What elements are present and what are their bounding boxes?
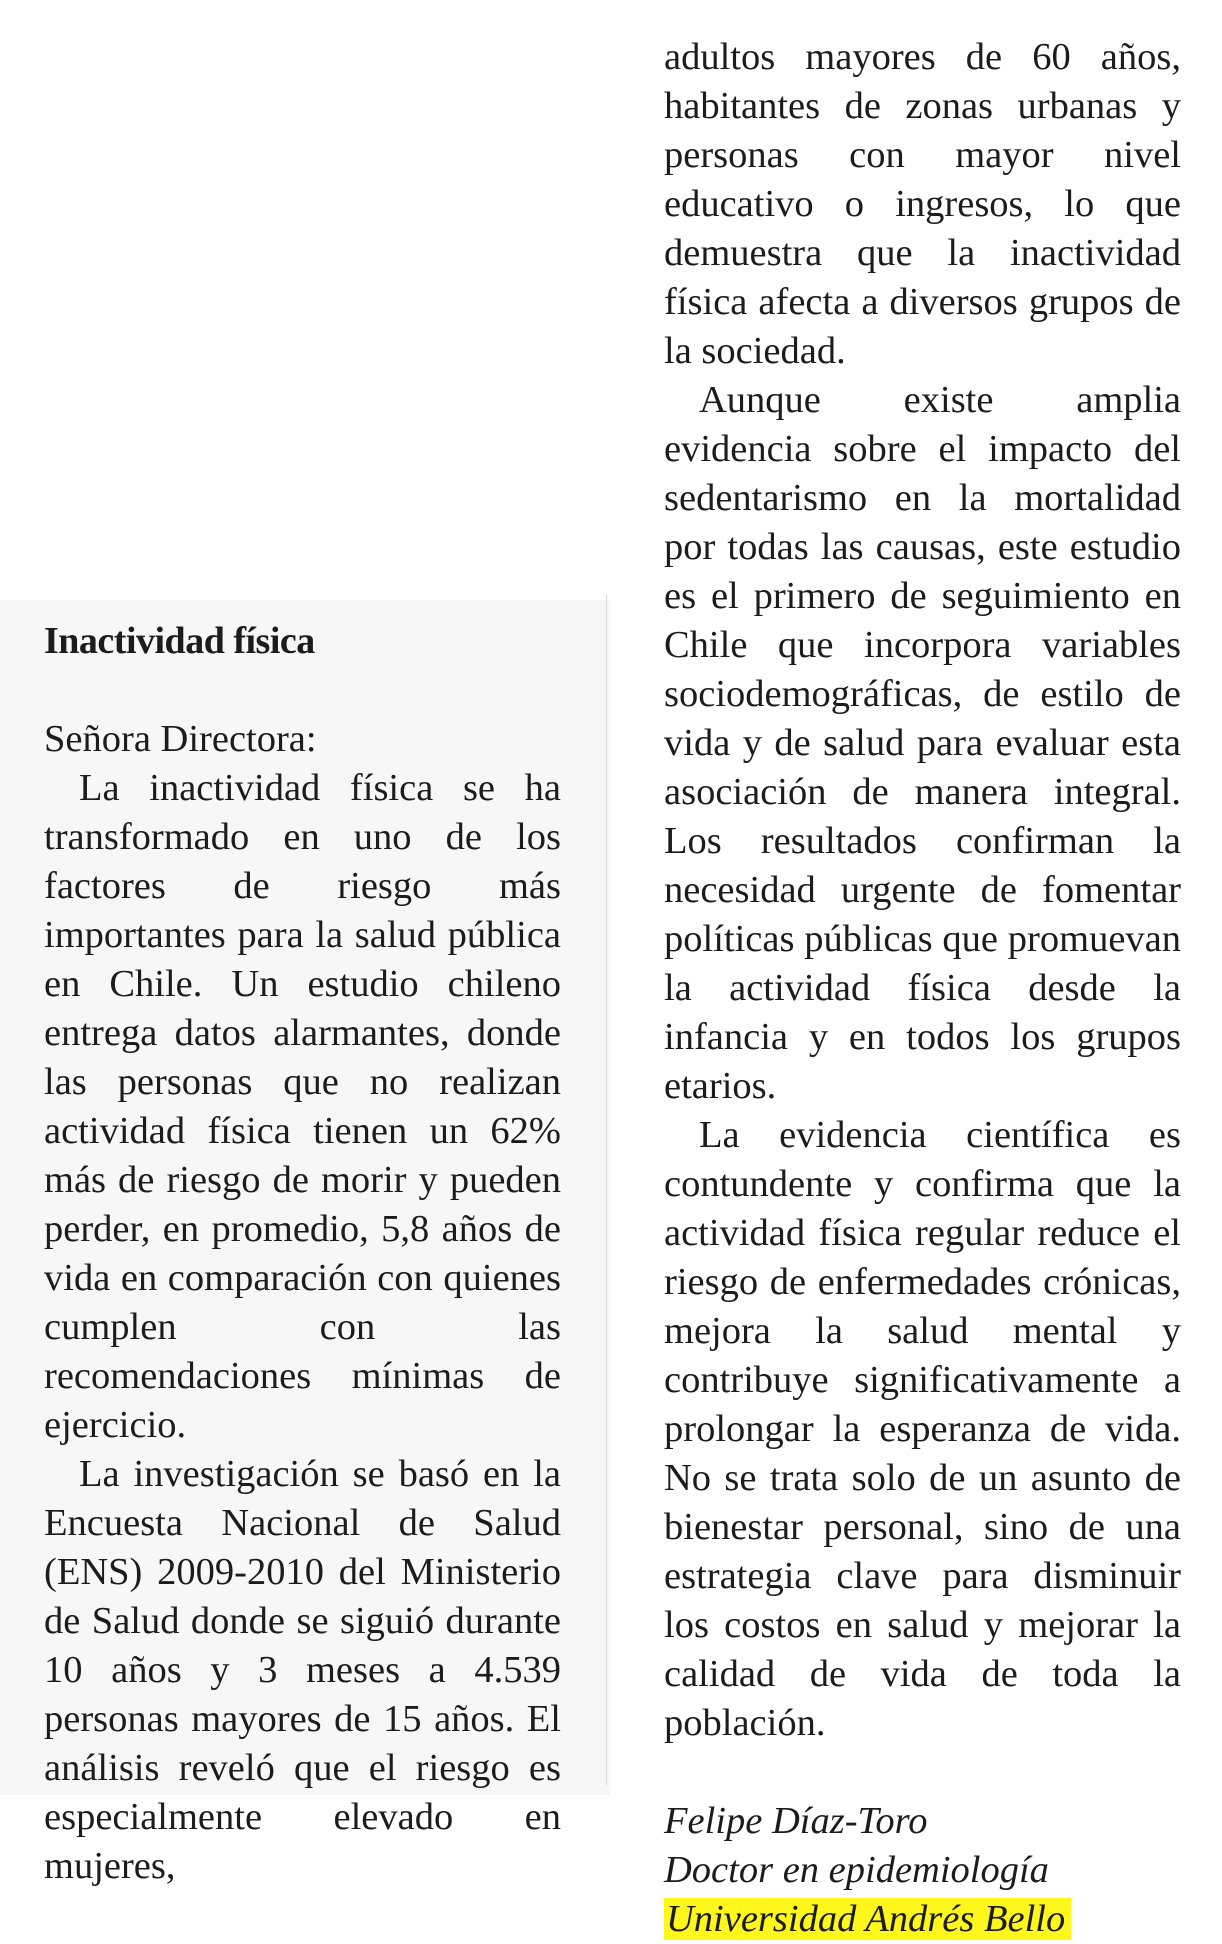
letter-column-left: [44, 617, 561, 1891]
letter-paragraph-4: La evidencia científica es contundente y confirma que la actividad física regular reduce el riesgo de enfermedades crónicas, mejora la salud mental y contribuye significativamente a prolongar la esperanza de vida. No se trata solo de un asunto de bienestar personal, sino de una estrategia clave para disminuir los costos en salud y mejorar la calidad de vida de toda la población.: [664, 1114, 1181, 1744]
signature-name: Felipe Díaz-Toro: [664, 1800, 928, 1842]
column-divider: [606, 595, 607, 1785]
letter-paragraph-3: Aunque existe amplia evidencia sobre el impacto del sedentarismo en la mortalidad por todas las causas, este estudio es el primero de seguimiento en Chile que incorpora variables sociodemográficas, de estilo de vida y de salud para evaluar esta asociación de manera integral. Los resultados confirman la necesidad urgente de fomentar políticas públicas que promuevan la actividad física desde la infancia y en todos los grupos etarios.: [664, 379, 1181, 1107]
letter-paragraph-1: La inactividad física se ha transformado en uno de los factores de riesgo más importantes para la salud pública en Chile. Un estudio chileno entrega datos alarmantes, donde las personas que no realizan actividad física tienen un 62% más de riesgo de morir y pueden perder, en promedio, 5,8 años de vida en comparación con quienes cumplen con las recomendaciones mínimas de ejercicio.: [44, 767, 561, 1446]
letter-salutation: Señora Directora:: [44, 718, 317, 760]
signature-affiliation-highlighted: Universidad Andrés Bello: [664, 1898, 1071, 1940]
letter-signature: [664, 1797, 1181, 1944]
letter-paragraph-2: La investigación se basó en la Encuesta Nacional de Salud (ENS) 2009-2010 del Ministerio de Salud donde se siguió durante 10 años y 3 meses a 4.539 personas mayores de 15 años. El análisis reveló que el riesgo es especialmente elevado en mujeres,: [44, 1453, 561, 1887]
letter-headline: Inactividad física: [44, 620, 315, 662]
letter-paragraph-2-continued: adultos mayores de 60 años, habitantes de zonas urbanas y personas con mayor nivel educativo o ingresos, lo que demuestra que la inactividad física afecta a diversos grupos de la sociedad.: [664, 36, 1181, 372]
letter-column-right: [664, 33, 1181, 1944]
signature-title: Doctor en epidemiología: [664, 1849, 1049, 1891]
